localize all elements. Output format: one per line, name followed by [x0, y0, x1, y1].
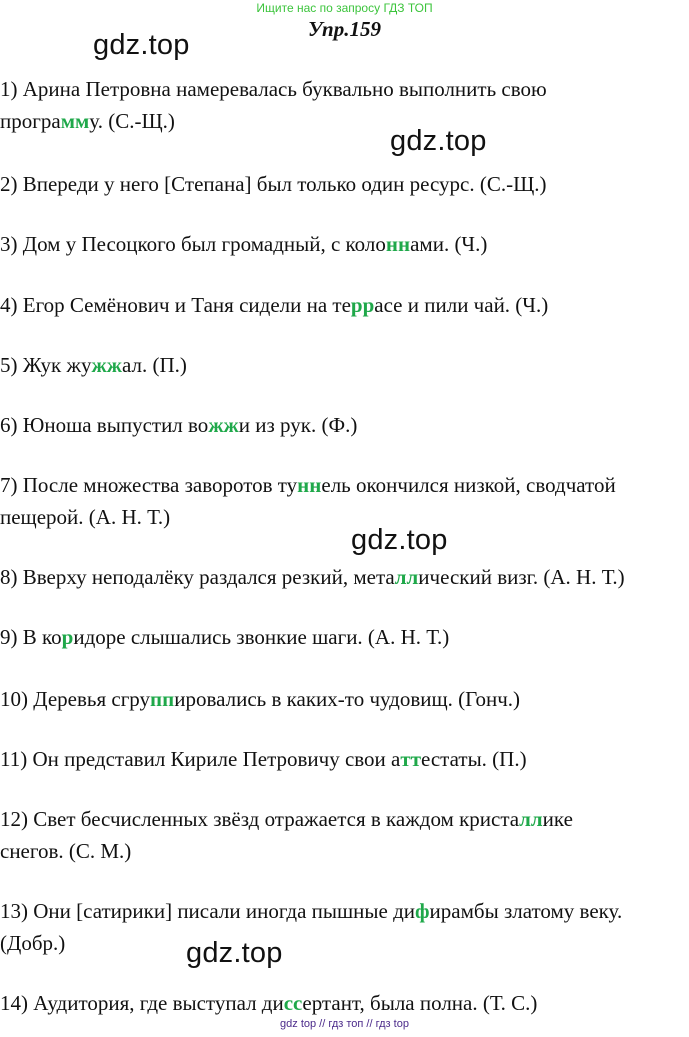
sentence-text: ал. (П.) [121, 353, 187, 377]
sentence-line [0, 835, 689, 867]
sentence-line [0, 73, 689, 105]
sentence-line [0, 561, 689, 593]
sentence-text: у. (С.-Щ.) [89, 109, 175, 133]
sentence-item [0, 349, 689, 381]
sentence-text: и из рук. (Ф.) [238, 413, 358, 437]
highlighted-letters: р [61, 625, 74, 649]
highlighted-letters: ф [415, 899, 430, 923]
sentence-text: ами. (Ч.) [410, 232, 488, 256]
exercise-title: Упр.159 [308, 17, 381, 41]
sentence-text: 6) Юноша выпустил во [0, 413, 209, 437]
sentence-line [0, 895, 689, 927]
sentence-item [0, 561, 689, 593]
sentence-line [0, 469, 689, 501]
highlighted-letters: жж [91, 353, 122, 377]
sentence-line [0, 987, 689, 1019]
sentence-item [0, 469, 689, 533]
sentence-text: снегов. (С. М.) [0, 839, 132, 863]
highlighted-letters: сс [283, 991, 303, 1015]
sentence-text: (Добр.) [0, 931, 66, 955]
sentence-item [0, 987, 689, 1019]
sentence-line [0, 228, 689, 260]
sentence-text: 10) Деревья сгру [0, 687, 151, 711]
sentence-text: 2) Впереди у него [Степана] был только один ресурс. (С.-Щ.) [0, 172, 547, 196]
sentence-text: 4) Егор Семёнович и Таня сидели на те [0, 293, 351, 317]
sentence-text: 7) После множества заворотов ту [0, 473, 298, 497]
sentence-item [0, 73, 689, 137]
sentence-text: ертант, была полна. (Т. С.) [302, 991, 538, 1015]
sentence-text: 14) Аудитория, где выступал ди [0, 991, 284, 1015]
sentence-item [0, 803, 689, 867]
highlighted-letters: жж [208, 413, 239, 437]
sentence-item [0, 228, 689, 260]
sentence-line [0, 621, 689, 653]
sentence-text: ический визг. (А. Н. Т.) [418, 565, 625, 589]
sentence-line [0, 168, 689, 200]
sentence-line [0, 349, 689, 381]
highlighted-letters: рр [350, 293, 375, 317]
highlighted-letters: лл [394, 565, 419, 589]
sentence-item [0, 683, 689, 715]
sentence-line [0, 289, 689, 321]
watermark-text: gdz.top [93, 29, 190, 61]
sentence-text: ике [542, 807, 573, 831]
sentence-text: пещерой. (А. Н. Т.) [0, 505, 171, 529]
sentence-item [0, 168, 689, 200]
sentence-text: 12) Свет бесчисленных звёзд отражается в каждом криста [0, 807, 520, 831]
highlighted-letters: пп [150, 687, 175, 711]
sentence-line [0, 501, 689, 533]
highlighted-letters: нн [297, 473, 322, 497]
highlighted-letters: тт [400, 747, 422, 771]
sentence-text: асе и пили чай. (Ч.) [374, 293, 549, 317]
sentence-text: 11) Он представил Кириле Петровичу свои а [0, 747, 401, 771]
sentence-line [0, 409, 689, 441]
sentence-item [0, 409, 689, 441]
sentence-item [0, 621, 689, 653]
watermark-text: gdz.top [186, 937, 283, 969]
footer-links: gdz top // гдз топ // гдз top [280, 1018, 409, 1030]
sentence-line [0, 927, 689, 959]
sentence-text: идоре слышались звонкие шаги. (А. Н. Т.) [73, 625, 450, 649]
sentence-line [0, 105, 689, 137]
highlighted-letters: лл [519, 807, 543, 831]
sentence-line [0, 683, 689, 715]
search-banner: Ищите нас по запросу ГДЗ ТОП [256, 1, 433, 15]
highlighted-letters: нн [385, 232, 411, 256]
sentence-text: програ [0, 109, 61, 133]
sentence-text: ель окончился низкой, сводчатой [321, 473, 616, 497]
sentence-item [0, 743, 689, 775]
sentence-text: 3) Дом у Песоцкого был громадный, с коло [0, 232, 386, 256]
sentence-text: 9) В ко [0, 625, 62, 649]
watermark-text: gdz.top [390, 125, 487, 157]
sentence-text: 13) Они [сатирики] писали иногда пышные ди [0, 899, 416, 923]
sentence-item [0, 895, 689, 959]
watermark-text: gdz.top [351, 524, 448, 556]
sentence-text: естаты. (П.) [421, 747, 527, 771]
sentence-line [0, 743, 689, 775]
sentence-text: 8) Вверху неподалёку раздался резкий, мета [0, 565, 395, 589]
sentence-text: ировались в каких-то чудовищ. (Гонч.) [174, 687, 521, 711]
sentence-item [0, 289, 689, 321]
sentence-text: 1) Арина Петровна намеревалась буквально выполнить свою [0, 77, 547, 101]
sentence-text: ирамбы златому веку. [429, 899, 623, 923]
highlighted-letters: мм [60, 109, 90, 133]
sentence-line [0, 803, 689, 835]
sentence-text: 5) Жук жу [0, 353, 92, 377]
